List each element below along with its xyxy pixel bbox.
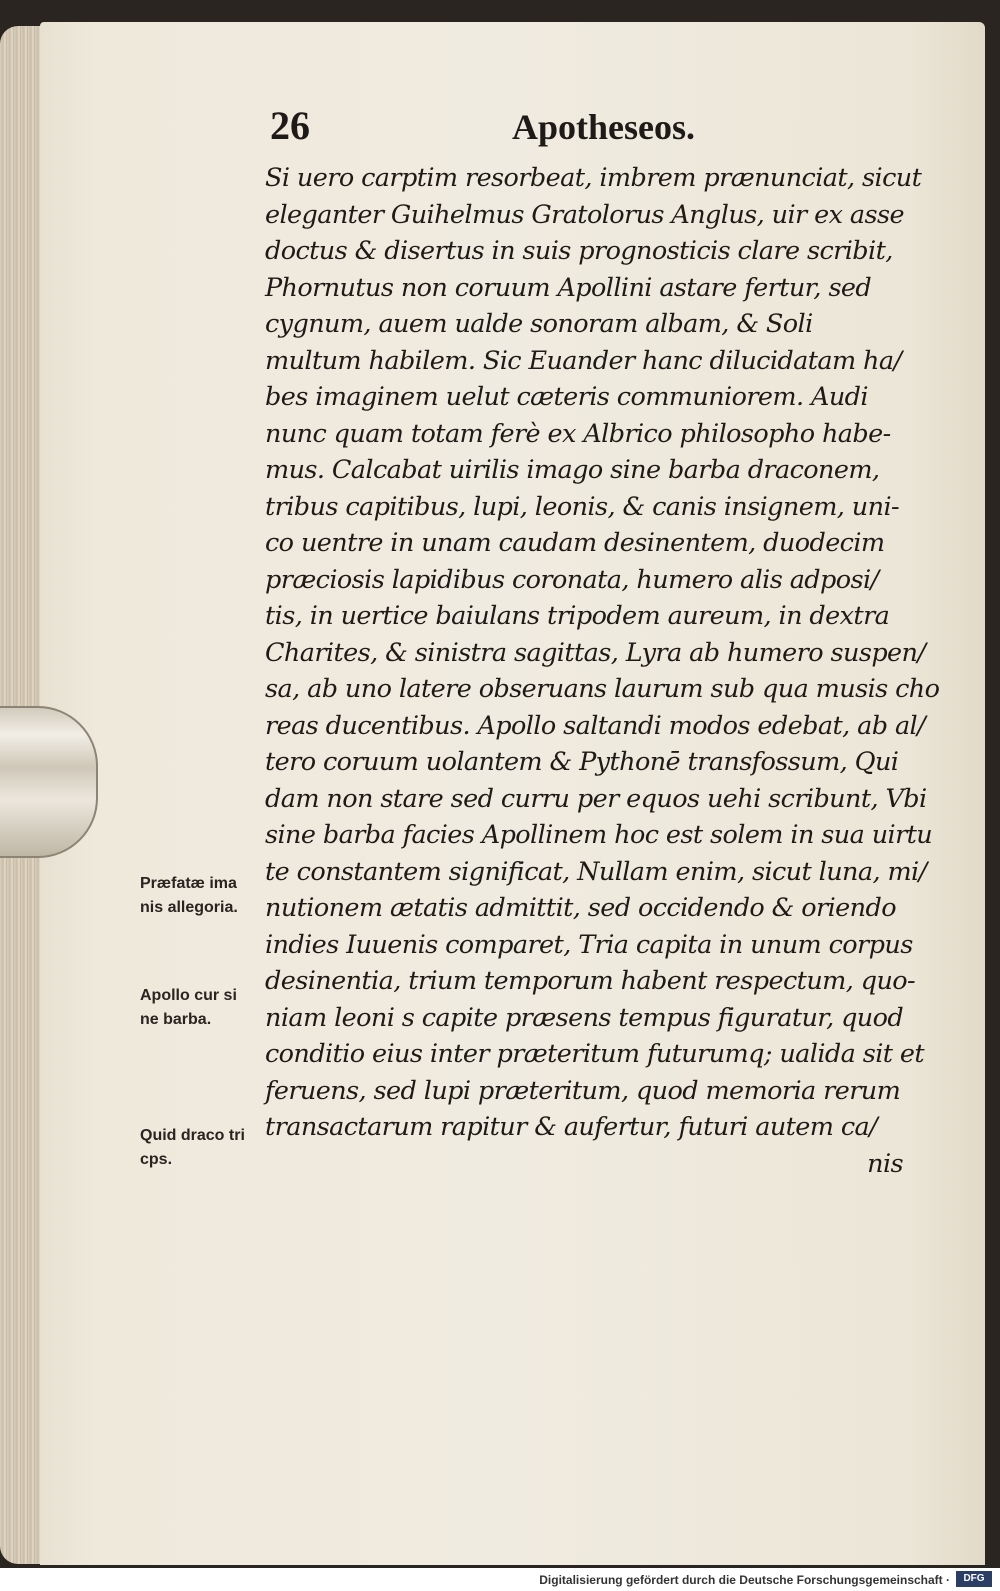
text-line: desinentia, trium temporum habent respectum, quo- [265,966,916,996]
dfg-logo: DFG [956,1571,992,1587]
text-line: reas ducentibus. Apollo saltandi modos edebat, ab al/ [265,710,926,741]
body-text [265,160,940,1182]
text-line: co uentre in unam caudam desinentem, duodecim [265,528,885,558]
page-number: 26 [270,103,310,148]
book-clasp [0,706,98,858]
text-line: mus. Calcabat uirilis imago sine barba draconem, [265,455,880,485]
text-line: Charites, & sinistra sagittas, Lyra ab humero suspen/ [265,637,926,668]
marginal-note-line: Apollo cur si [140,987,237,1004]
text-line: tribus capitibus, lupi, leonis, & canis insignem, uni- [265,491,900,522]
text-line: te constantem significat, Nullam enim, sicut luna, mi/ [265,856,927,887]
text-line: sa, ab uno latere obseruans laurum sub qua musis cho [265,674,940,704]
text-line: præciosis lapidibus coronata, humero alis adposi/ [265,564,879,595]
marginal-note-line: nis allegoria. [140,899,238,916]
text-line: niam leoni s capite præsens tempus figuratur, quod [265,1002,904,1033]
marginal-note-draco [140,1124,290,1172]
funding-credit: Digitalisierung gefördert durch die Deutsche Forschungsgemeinschaft · [539,1573,950,1587]
text-line: tero coruum uolantem & Pythonē transfossum, Qui [265,747,899,777]
text-line: tis, in uertice baiulans tripodem aureum, in dextra [265,601,890,631]
marginal-note-line: Quid draco tri [140,1127,245,1144]
marginal-note-line: ne barba. [140,1011,212,1028]
text-line: indies Iuuenis comparet, Tria capita in unum corpus [265,929,913,960]
text-line: doctus & disertus in suis prognosticis clare scribit, [265,236,893,266]
digitization-footer [0,1568,1000,1591]
text-line: sine barba facies Apollinem hoc est solem in sua uirtu [265,820,933,850]
text-line: transactarum rapitur & aufertur, futuri autem ca/ [265,1112,878,1142]
marginal-note-line: cps. [140,1151,173,1168]
text-line: feruens, sed lupi præteritum, quod memoria rerum [265,1075,901,1106]
text-line: Si uero carptim resorbeat, imbrem prænunciat, sicut [265,163,922,193]
text-line: bes imaginem uelut cæteris communiorem. Audi [265,382,868,412]
marginal-note-apollo [140,984,290,1032]
marginal-note-allegoria [140,872,290,920]
text-line: eleganter Guihelmus Gratolorus Anglus, uir ex asse [265,199,904,230]
text-line: dam non stare sed curru per equos uehi scribunt, Vbi [265,783,927,814]
marginal-note-line: Præfatæ ima [140,875,237,892]
running-head [270,102,740,158]
text-line: nunc quam totam ferè ex Albrico philosopho habe- [265,418,891,449]
text-line: cygnum, auem ualde sonoram albam, & Soli [265,309,813,339]
text-line: multum habilem. Sic Euander hanc dilucidatam ha/ [265,345,902,376]
catchword: nis [867,1148,903,1179]
page-title: Apotheseos. [512,107,696,147]
text-line: conditio eius inter præteritum futurumq; ualida sit et [265,1039,925,1069]
text-line: nutionem ætatis admittit, sed occidendo & oriendo [265,893,896,923]
text-line: Phornutus non coruum Apollini astare fertur, sed [265,272,872,303]
